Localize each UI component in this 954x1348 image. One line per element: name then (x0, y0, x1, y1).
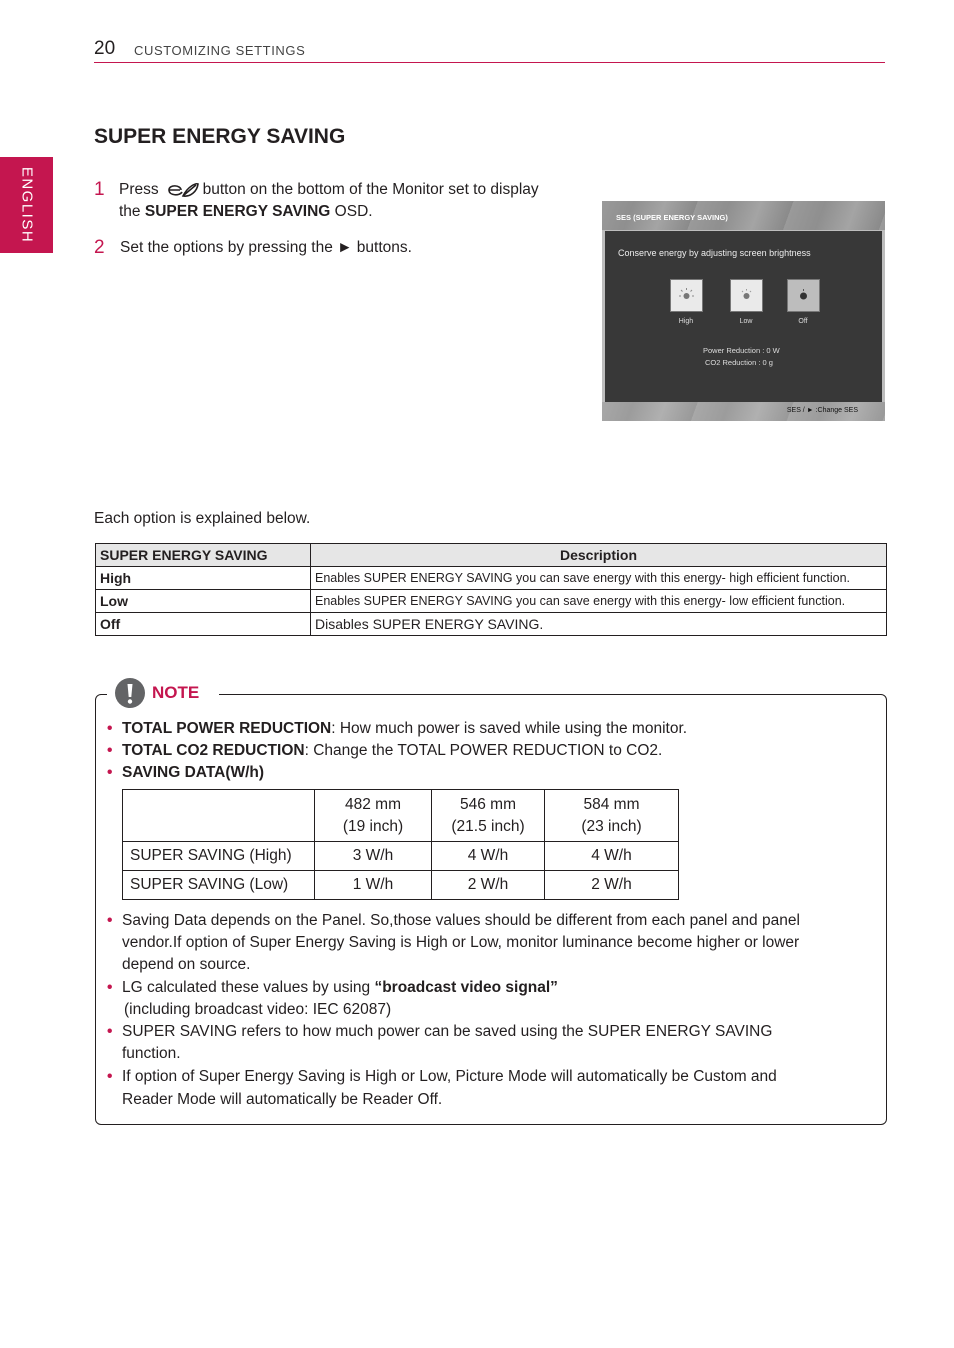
step-1-text-b: button on the bottom of the Monitor set to display the (119, 181, 539, 220)
table-row (96, 590, 887, 613)
step-1-text (119, 179, 549, 223)
table-cell: 2 W/h (432, 871, 545, 900)
table-cell: Off (96, 613, 311, 636)
note-line: LG calculated these values by using (122, 979, 375, 996)
note-line: Reader Mode will automatically be Reader Off. (122, 1091, 443, 1108)
note-line: depend on source. (122, 956, 251, 973)
note-item-text: : Change the TOTAL POWER REDUCTION to CO2. (304, 742, 663, 759)
note-item: • TOTAL CO2 REDUCTION: Change the TOTAL POWER REDUCTION to CO2. (107, 742, 663, 759)
note-item-text: : How much power is saved while using the monitor. (331, 720, 688, 737)
table-cell: Enables SUPER ENERGY SAVING you can save energy with this energy- low efficient function. (311, 590, 887, 613)
osd-hint: SES / ► :Change SES (786, 407, 858, 414)
eco-leaf-icon (166, 182, 200, 198)
osd-title: SES (SUPER ENERGY SAVING) (616, 213, 728, 222)
page-number: 20 (94, 38, 116, 59)
table-header-cell: Description (311, 544, 887, 567)
size-inch: (19 inch) (342, 817, 404, 835)
osd-off-button[interactable] (787, 279, 820, 312)
note-item: • Saving Data depends on the Panel. So,those values should be different from each panel and panel vendor.If option of Super Energy Saving is High or Low, monitor luminance become higher or lower depend on source. (107, 912, 800, 973)
exclamation-icon (115, 678, 145, 708)
page-title: SUPER ENERGY SAVING (94, 125, 346, 148)
section-label: CUSTOMIZING SETTINGS (134, 43, 306, 58)
note-line: (including broadcast video: IEC 62087) (124, 1001, 392, 1018)
table-cell: 4 W/h (545, 842, 679, 871)
table-cell: 2 W/h (545, 871, 679, 900)
note-item-bold: TOTAL CO2 REDUCTION (122, 742, 305, 759)
table-row (123, 842, 679, 871)
table-cell: SUPER SAVING (Low) (123, 871, 315, 900)
explain-text: Each option is explained below. (94, 510, 311, 527)
language-tab (0, 157, 53, 253)
note-line: function. (122, 1045, 181, 1062)
table-header-cell (545, 790, 679, 842)
osd-off-label: Off (798, 318, 808, 325)
table-row (96, 613, 887, 636)
table-header-cell (432, 790, 545, 842)
table-cell: Enables SUPER ENERGY SAVING you can save energy with this energy- high efficient function. (311, 567, 887, 590)
table-row (96, 567, 887, 590)
note-item: • If option of Super Energy Saving is High or Low, Picture Mode will automatically be Custom and Reader Mode will automatically be Reader Off. (107, 1068, 777, 1108)
sun-off-icon (788, 280, 819, 311)
osd-description: Conserve energy by adjusting screen brightness (618, 248, 811, 258)
sun-low-icon (731, 280, 762, 311)
note-item: • TOTAL POWER REDUCTION: How much power is saved while using the monitor. (107, 720, 688, 737)
note-item: • SAVING DATA(W/h) (107, 764, 265, 781)
note-item-bold: “broadcast video signal” (374, 979, 558, 996)
note-label: NOTE (152, 683, 200, 702)
note-line: vendor.If option of Super Energy Saving is High or Low, monitor luminance become higher or lower (122, 934, 800, 951)
size-mm: 482 mm (345, 795, 401, 813)
osd-screenshot (602, 201, 885, 421)
table-row (123, 871, 679, 900)
step-1-text-c: OSD. (334, 203, 373, 220)
note-item: • SUPER SAVING refers to how much power can be saved using the SUPER ENERGY SAVING function. (107, 1023, 773, 1062)
note-line: SUPER SAVING refers to how much power can be saved using the SUPER ENERGY SAVING (122, 1023, 773, 1040)
note-item-bold: TOTAL POWER REDUCTION (122, 720, 332, 737)
table-header-cell: SUPER ENERGY SAVING (96, 544, 311, 567)
table-cell: 1 W/h (315, 871, 432, 900)
table-cell: Disables SUPER ENERGY SAVING. (311, 613, 887, 636)
header-rule (94, 62, 885, 63)
step-1-bold: SUPER ENERGY SAVING (144, 203, 331, 220)
step-1-number: 1 (94, 179, 105, 200)
table-cell: High (96, 567, 311, 590)
note-line: If option of Super Energy Saving is High or Low, Picture Mode will automatically be Custom and (122, 1068, 777, 1085)
note-item-bold: SAVING DATA(W/h) (122, 764, 265, 781)
table-header-row (123, 790, 679, 842)
table-cell: 4 W/h (432, 842, 545, 871)
osd-power-reduction: Power Reduction : 0 W (703, 346, 780, 355)
osd-low-button[interactable] (730, 279, 763, 312)
options-table (95, 543, 887, 636)
table-cell (123, 790, 315, 842)
table-header-row (96, 544, 887, 567)
osd-screen (605, 231, 882, 402)
sun-high-icon (671, 280, 702, 311)
step-2-number: 2 (94, 237, 105, 258)
step-2-text: Set the options by pressing the ► buttons. (120, 239, 412, 256)
size-inch: (21.5 inch) (451, 817, 525, 835)
note-line: Saving Data depends on the Panel. So,those values should be different from each panel and panel (122, 912, 800, 929)
language-tab-label: ENGLISH (18, 166, 35, 244)
size-mm: 546 mm (460, 795, 516, 813)
step-1-text-a: Press (119, 181, 159, 198)
table-cell: 3 W/h (315, 842, 432, 871)
osd-high-button[interactable] (670, 279, 703, 312)
note-item: • LG calculated these values by using “broadcast video signal” (including broadcast video: IEC 62087) (107, 979, 558, 1018)
size-inch: (23 inch) (581, 817, 642, 835)
table-cell: Low (96, 590, 311, 613)
table-header-cell (315, 790, 432, 842)
osd-co2-reduction: CO2 Reduction : 0 g (705, 358, 773, 367)
osd-low-label: Low (739, 318, 753, 325)
size-mm: 584 mm (583, 795, 640, 813)
saving-data-table (122, 789, 679, 900)
table-cell: SUPER SAVING (High) (123, 842, 315, 871)
osd-high-label: High (678, 318, 694, 325)
